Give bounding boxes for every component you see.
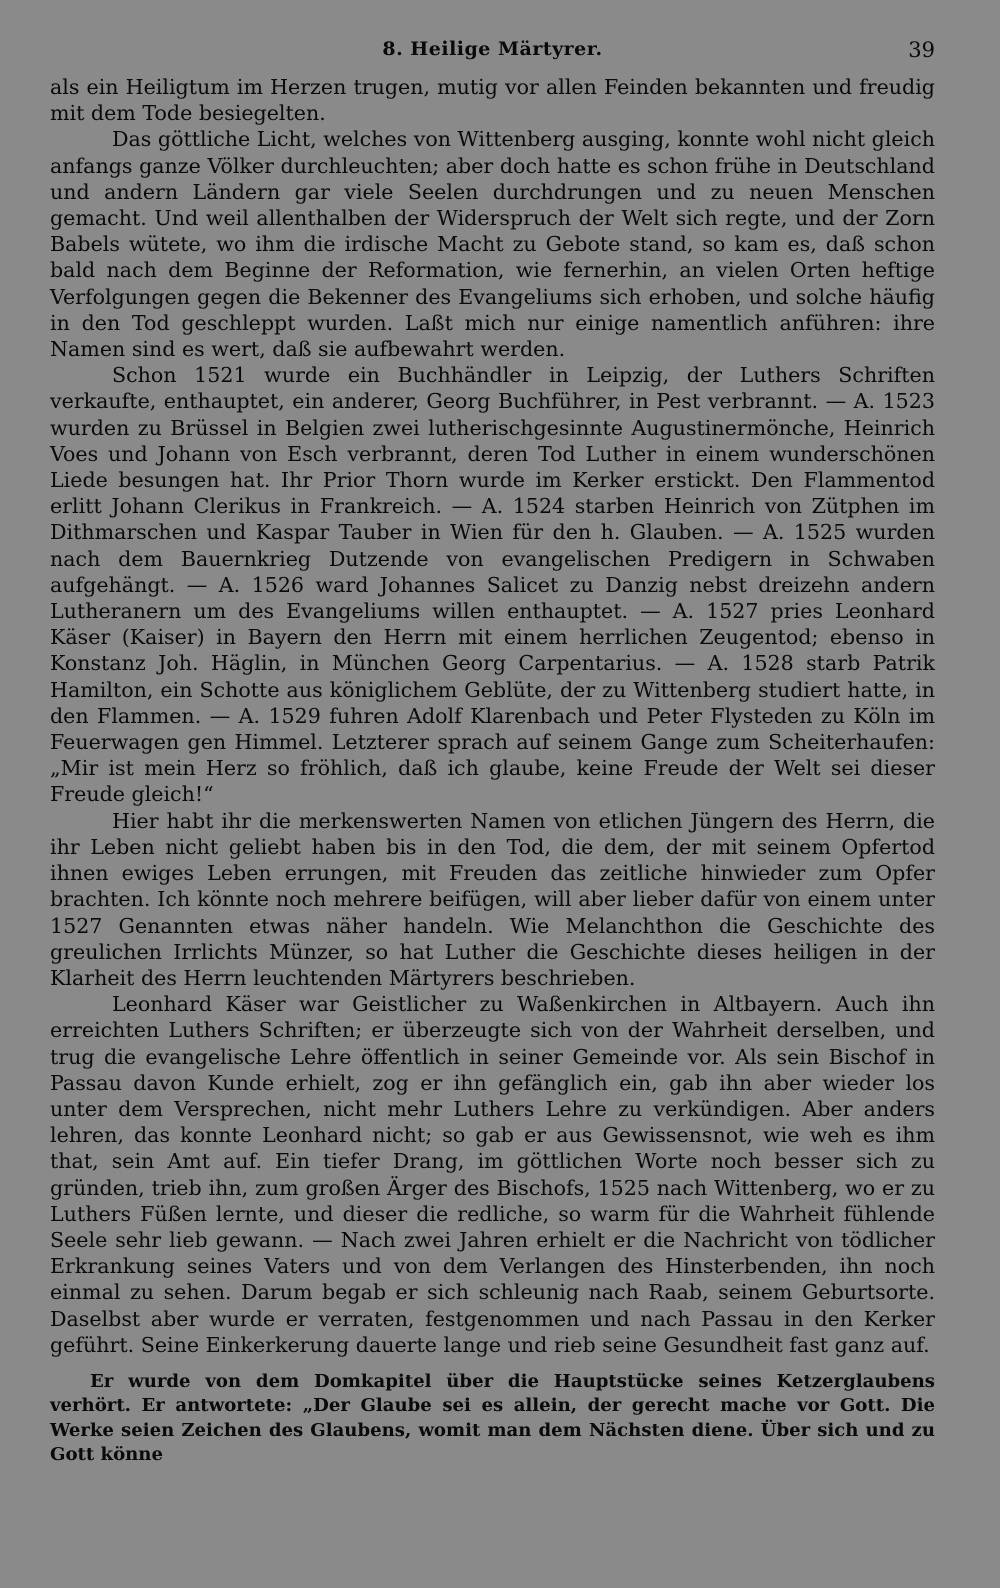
paragraph-continuation: als ein Heiligtum im Herzen trugen, mutig vor allen Feinden bekannten und freudig mit dem Tode besiegelten.: [50, 75, 935, 126]
paragraph-divine-light: Das göttliche Licht, welches von Wittenberg ausging, konnte wohl nicht gleich anfangs ganze Völker durchleuchten; aber doch hatte es schon frühe in Deutschland und andern Ländern gar viele Seelen durchdrungen und zu neuen Menschen gemacht. Und weil allenthalben der Widerspruch der Welt sich regte, und der Zorn Babels wütete, wo ihm die irdische Macht zu Gebote stand, so kam es, daß schon bald nach dem Beginne der Reformation, wie fernerhin, an vielen Orten heftige Verfolgungen gegen die Bekenner des Evangeliums sich erhoben, und solche häufig in den Tod geschleppt wurden. Laßt mich nur einige namentlich anführen: ihre Namen sind es wert, daß sie aufbewahrt werden.: [50, 127, 935, 362]
paragraph-disciples: Hier habt ihr die merkenswerten Namen von etlichen Jüngern des Herrn, die ihr Leben nicht geliebt haben bis in den Tod, die dem, der mit seinem Opfertod ihnen ewiges Leben errungen, mit Freuden das zeitliche hinwieder zum Opfer brachten. Ich könnte noch mehrere beifügen, will aber lieber dafür von einem unter 1527 Genannten etwas näher handeln. Wie Melanchthon die Geschichte des greulichen Irrlichts Münzer, so hat Luther die Geschichte dieses heiligen in der Klarheit des Herrn leuchtenden Märtyrers beschrieben.: [50, 808, 935, 990]
book-page: [50, 38, 935, 1468]
paragraph-interrogation: Er wurde von dem Domkapitel über die Hauptstücke seines Ketzerglaubens verhört. Er antwortete: „Der Glaube sei es allein, der gerecht mache vor Gott. Die Werke seien Zeichen des Glaubens, womit man dem Nächsten diene. Über sich und zu Gott könne: [50, 1370, 935, 1466]
small-print-section: [50, 1370, 935, 1468]
chapter-title: 8. Heilige Märtyrer.: [382, 38, 603, 60]
body-text: [50, 74, 935, 1358]
page-header: [50, 38, 935, 68]
paragraph-martyr-list: Schon 1521 wurde ein Buchhändler in Leipzig, der Luthers Schriften verkaufte, enthauptet, ein anderer, Georg Buchführer, in Pest verbrannt. — A. 1523 wurden zu Brüssel in Belgien zwei lutherischgesinnte Augustinermönche, Heinrich Voes und Johann von Esch verbrannt, deren Tod Luther in einem wunderschönen Liede besungen hat. Ihr Prior Thorn wurde im Kerker erstickt. Den Flammentod erlitt Johann Clerikus in Frankreich. — A. 1524 starben Heinrich von Zütphen im Dithmarschen und Kaspar Tauber in Wien für den h. Glauben. — A. 1525 wurden nach dem Bauernkrieg Dutzende von evangelischen Predigern in Schwaben aufgehängt. — A. 1526 ward Johannes Salicet zu Danzig nebst dreizehn andern Lutheranern um des Evangeliums willen enthauptet. — A. 1527 pries Leonhard Käser (Kaiser) in Bayern den Herrn mit einem herrlichen Zeugentod; ebenso in Konstanz Joh. Häglin, in München Georg Carpentarius. — A. 1528 starb Patrik Hamilton, ein Schotte aus königlichem Geblüte, der zu Wittenberg studiert hatte, in den Flammen. — A. 1529 fuhren Adolf Klarenbach und Peter Flysteden zu Köln im Feuerwagen gen Himmel. Letzterer sprach auf seinem Gange zum Scheiterhaufen: „Mir ist mein Herz so fröhlich, daß ich glaube, keine Freude der Welt sei dieser Freude gleich!“: [50, 363, 935, 807]
paragraph-leonhard-kaeser: Leonhard Käser war Geistlicher zu Waßenkirchen in Altbayern. Auch ihn erreichten Luthers Schriften; er überzeugte sich von der Wahrheit derselben, und trug die evangelische Lehre öffentlich in seiner Gemeinde vor. Als sein Bischof in Passau davon Kunde erhielt, zog er ihn gefänglich ein, gab ihn aber wieder los unter dem Versprechen, nicht mehr Luthers Lehre zu verkündigen. Aber anders lehren, das konnte Leonhard nicht; so gab er aus Gewissensnot, wie weh es ihm that, sein Amt auf. Ein tiefer Drang, im göttlichen Worte noch besser sich zu gründen, trieb ihn, zum großen Ärger des Bischofs, 1525 nach Wittenberg, wo er zu Luthers Füßen lernte, und dieser die redliche, so warm für die Wahrheit fühlende Seele sehr lieb gewann. — Nach zwei Jahren erhielt er die Nachricht von tödlicher Erkrankung seines Vaters und von dem Verlangen des Hinsterbenden, ihn noch einmal zu sehen. Darum begab er sich schleunig nach Raab, seinem Geburtsorte. Daselbst aber wurde er verraten, festgenommen und nach Passau in den Kerker geführt. Seine Einkerkerung dauerte lange und rieb seine Gesundheit fast ganz auf.: [50, 992, 935, 1357]
page-number: 39: [908, 38, 935, 62]
